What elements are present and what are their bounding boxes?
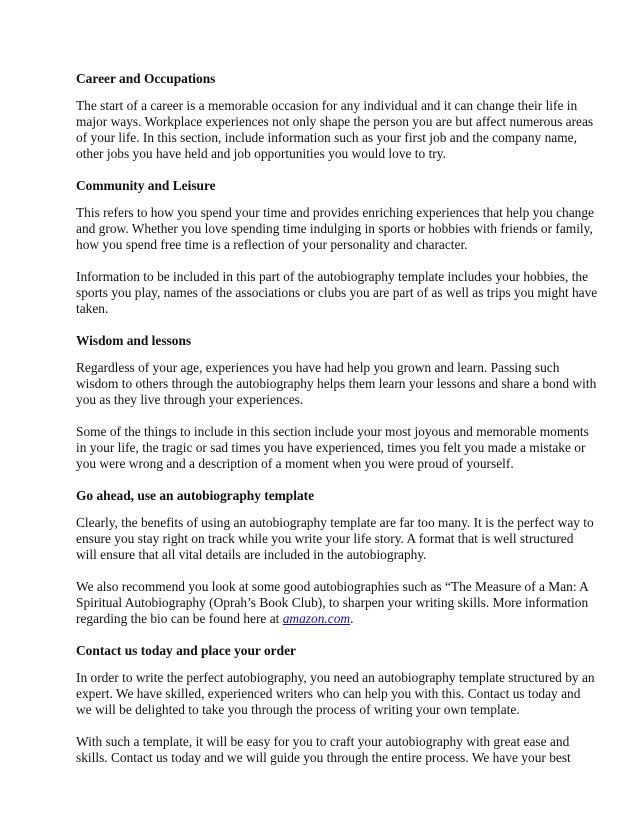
text-line: you as they live through your experiences.: [76, 392, 304, 407]
text-line: Spiritual Autobiography (Oprah’s Book Club), to sharpen your writing skills. More information: [76, 595, 589, 610]
amazon-link[interactable]: amazon.com: [282, 611, 351, 626]
text-line: Clearly, the benefits of using an autobiography template are far too many. It is the perfect way to: [76, 515, 594, 530]
paragraph-career: [76, 98, 594, 162]
text-line: wisdom to others through the autobiography helps them learn your lessons and share a bond with: [76, 376, 597, 391]
document-page: [76, 71, 598, 782]
section-heading-template: Go ahead, use an autobiography template: [76, 488, 315, 503]
text-line: we will be delighted to take you through the process of writing your own template.: [76, 702, 520, 717]
text-line: Information to be included in this part of the autobiography template includes your hobbies, the: [76, 269, 589, 284]
text-line: skills. Contact us today and we will guide you through the entire process. We have your best: [76, 750, 571, 765]
paragraph-contact-1: [76, 670, 595, 718]
text-line: of your life. In this section, include information such as your first job and the company name,: [76, 130, 577, 145]
paragraph-wisdom-2: [76, 424, 589, 472]
text-line: In order to write the perfect autobiography, you need an autobiography template structured by an: [76, 670, 595, 685]
text-line: expert. We have skilled, experienced writers who can help you with this. Contact us today and: [76, 686, 581, 701]
text-line: The start of a career is a memorable occasion for any individual and it can change their life in: [76, 98, 578, 113]
text-line: sports you play, names of the associations or clubs you are part of as well as trips you might have: [76, 285, 598, 300]
paragraph-community-1: [76, 205, 594, 253]
section-heading-career: Career and Occupations: [76, 71, 216, 86]
text-line: other jobs you have held and job opportunities you would love to try.: [76, 146, 446, 161]
paragraph-community-2: [76, 269, 598, 317]
paragraph-wisdom-1: [76, 360, 597, 408]
text-line: in your life, the tragic or sad times you have experienced, times you felt you made a mistake or: [76, 440, 586, 455]
section-heading-community: Community and Leisure: [76, 178, 216, 193]
text-line-with-link: [76, 611, 566, 627]
text-line: ensure you stay right on track while you write your life story. A format that is well structured: [76, 531, 574, 546]
text-line: will ensure that all vital details are included in the autobiography.: [76, 547, 427, 562]
section-heading-wisdom: Wisdom and lessons: [76, 333, 192, 348]
text-line: taken.: [76, 301, 109, 316]
text-line: This refers to how you spend your time and provides enriching experiences that help you change: [76, 205, 594, 220]
paragraph-template-1: [76, 515, 594, 563]
text-line: Some of the things to include in this section include your most joyous and memorable moments: [76, 424, 589, 439]
text-line: you were wrong and a description of a moment when you were proud of yourself.: [76, 456, 514, 471]
text-line: major ways. Workplace experiences not only shape the person you are but affect numerous areas: [76, 114, 594, 129]
text-line: Regardless of your age, experiences you have had help you grown and learn. Passing such: [76, 360, 560, 375]
paragraph-contact-2: [76, 734, 571, 766]
section-heading-contact: Contact us today and place your order: [76, 643, 296, 658]
paragraph-template-2: [76, 579, 589, 627]
text-line: how you spend free time is a reflection of your personality and character.: [76, 237, 468, 252]
text-fragment: regarding the bio can be found here at: [76, 611, 283, 626]
text-line: We also recommend you look at some good autobiographies such as “The Measure of a Man: A: [76, 579, 589, 594]
text-line: and grow. Whether you love spending time indulging in sports or hobbies with friends or family,: [76, 221, 593, 236]
text-line: With such a template, it will be easy for you to craft your autobiography with great ease and: [76, 734, 570, 749]
text-fragment: .: [350, 611, 354, 626]
